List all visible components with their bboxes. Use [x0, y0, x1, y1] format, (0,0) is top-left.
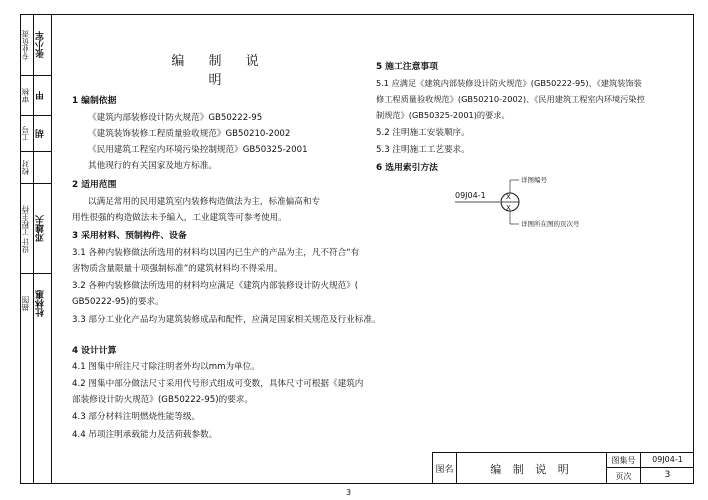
sidebar-row [20, 76, 51, 116]
page-label: 页次 [607, 468, 641, 484]
detail-page-label: 详图所在图的页次号 [521, 220, 580, 228]
paragraph-line: 5.1 应满足《建筑内部装修设计防火规范》(GB50222-95)、《建筑装饰装 [376, 78, 642, 88]
sidebar-row-label: 工号 [21, 126, 30, 142]
paragraph-line: 《建筑装饰装修工程质量验收规范》GB50210-2002 [88, 129, 291, 139]
paragraph-line: 3.1 各种内装修做法所选用的材料均以国内已生产的产品为主，凡不符合“有 [72, 248, 360, 258]
sidebar-row-signature: 胡 [36, 129, 46, 139]
section-heading: 1 编制依据 [72, 96, 117, 106]
section-heading: 4 设计计算 [72, 346, 117, 356]
section-heading: 5 施工注意事项 [376, 62, 438, 72]
sidebar-row-signature: 杜林惠 [36, 290, 46, 318]
paragraph-line: GB50222-95)的要求。 [72, 297, 164, 307]
atlas-code-label: 09J04-1 [455, 191, 486, 200]
sidebar-row [20, 152, 51, 184]
section-heading: 6 选用索引方法 [376, 163, 438, 173]
paragraph-line: 部装修设计防火规范》(GB50222-95)的要求。 [72, 395, 253, 405]
sidebar-row-signature: 甲 [36, 91, 46, 101]
symbol-top-mark: X [506, 193, 511, 201]
sidebar-row [20, 14, 51, 76]
index-symbol-diagram [455, 166, 595, 236]
sidebar-row-label: 描图 [21, 296, 30, 312]
paragraph-line: 制规范》(GB50325-2001)的要求。 [376, 110, 510, 120]
drawing-name-value: 编 制 说 明 [457, 453, 607, 484]
section-heading: 3 采用材料、预制构件、设备 [72, 231, 187, 241]
sidebar-row-signature [34, 156, 50, 180]
detail-number-label: 详图编号 [521, 176, 547, 184]
paragraph-line: 其他现行的有关国家及地方标准。 [88, 161, 217, 171]
paragraph-line: 4.1 图集中所注尺寸除注明者外均以mm为单位。 [72, 362, 260, 372]
paragraph-line: 4.4 吊项注明承载能力及活荷载参数。 [72, 430, 218, 440]
sidebar-row [20, 184, 51, 274]
paragraph-line: 《民用建筑工程室内环境污染控制规范》GB50325-2001 [88, 145, 308, 155]
sidebar-row [20, 116, 51, 152]
paragraph-line: 用性很强的构造做法未予编入，工业建筑等可参考使用。 [72, 213, 287, 223]
document-title: 编 制 说 明 [171, 54, 269, 88]
paragraph-line: 《建筑内部装修设计防火规范》GB50222-95 [88, 113, 263, 123]
sidebar-row [20, 274, 51, 334]
atlas-number-label: 图集号 [607, 453, 641, 468]
paragraph-line: 修工程质量验收规范》(GB50210-2002)、《民用建筑工程室内环境污染控 [376, 94, 645, 104]
title-block [432, 452, 694, 484]
paragraph-line: 害物质含量限量十项强制标准”的建筑材料均不得采用。 [72, 264, 283, 274]
paragraph-line: 5.3 注明施工工艺要求。 [376, 145, 470, 155]
page-number: 3 [346, 488, 352, 497]
sidebar-row-signature: 邓雄夫 [36, 215, 46, 243]
symbol-bottom-mark: X [506, 204, 511, 212]
paragraph-line: 4.3 部分材料注明燃烧性能等级。 [72, 412, 201, 422]
paragraph-line: 4.2 图集中部分做法尺寸采用代号形式组成可变数，具体尺寸可根据《建筑内 [72, 379, 364, 389]
sidebar-row-label: 专业负责 [21, 30, 30, 60]
paragraph-line: 以满足常用的民用建筑室内装修构造做法为主，标准偏高和专 [88, 197, 321, 207]
atlas-number-value: 09J04-1 [641, 453, 694, 468]
page-value: 3 [664, 470, 671, 480]
paragraph-line: 3.2 各种内装修做法所选用的材料均应满足《建筑内部装修设计防火规范》( [72, 281, 359, 291]
sidebar-row-signature: 张小军 [36, 31, 46, 59]
sidebar-row-label: 设计 工程主持 [21, 205, 30, 253]
paragraph-line: 5.2 注明施工安装顺序。 [376, 128, 470, 138]
sidebar-row-label: 校对 [21, 160, 30, 176]
approval-sidebar [20, 14, 52, 484]
paragraph-line: 3.3 部分工业化产品均为建筑装修成品和配件，应满足国家相关规范及行业标准。 [72, 315, 381, 325]
section-heading: 2 适用范围 [72, 180, 117, 190]
drawing-name-label: 图名 [433, 453, 457, 484]
sidebar-row-label: 审核 [21, 88, 30, 104]
